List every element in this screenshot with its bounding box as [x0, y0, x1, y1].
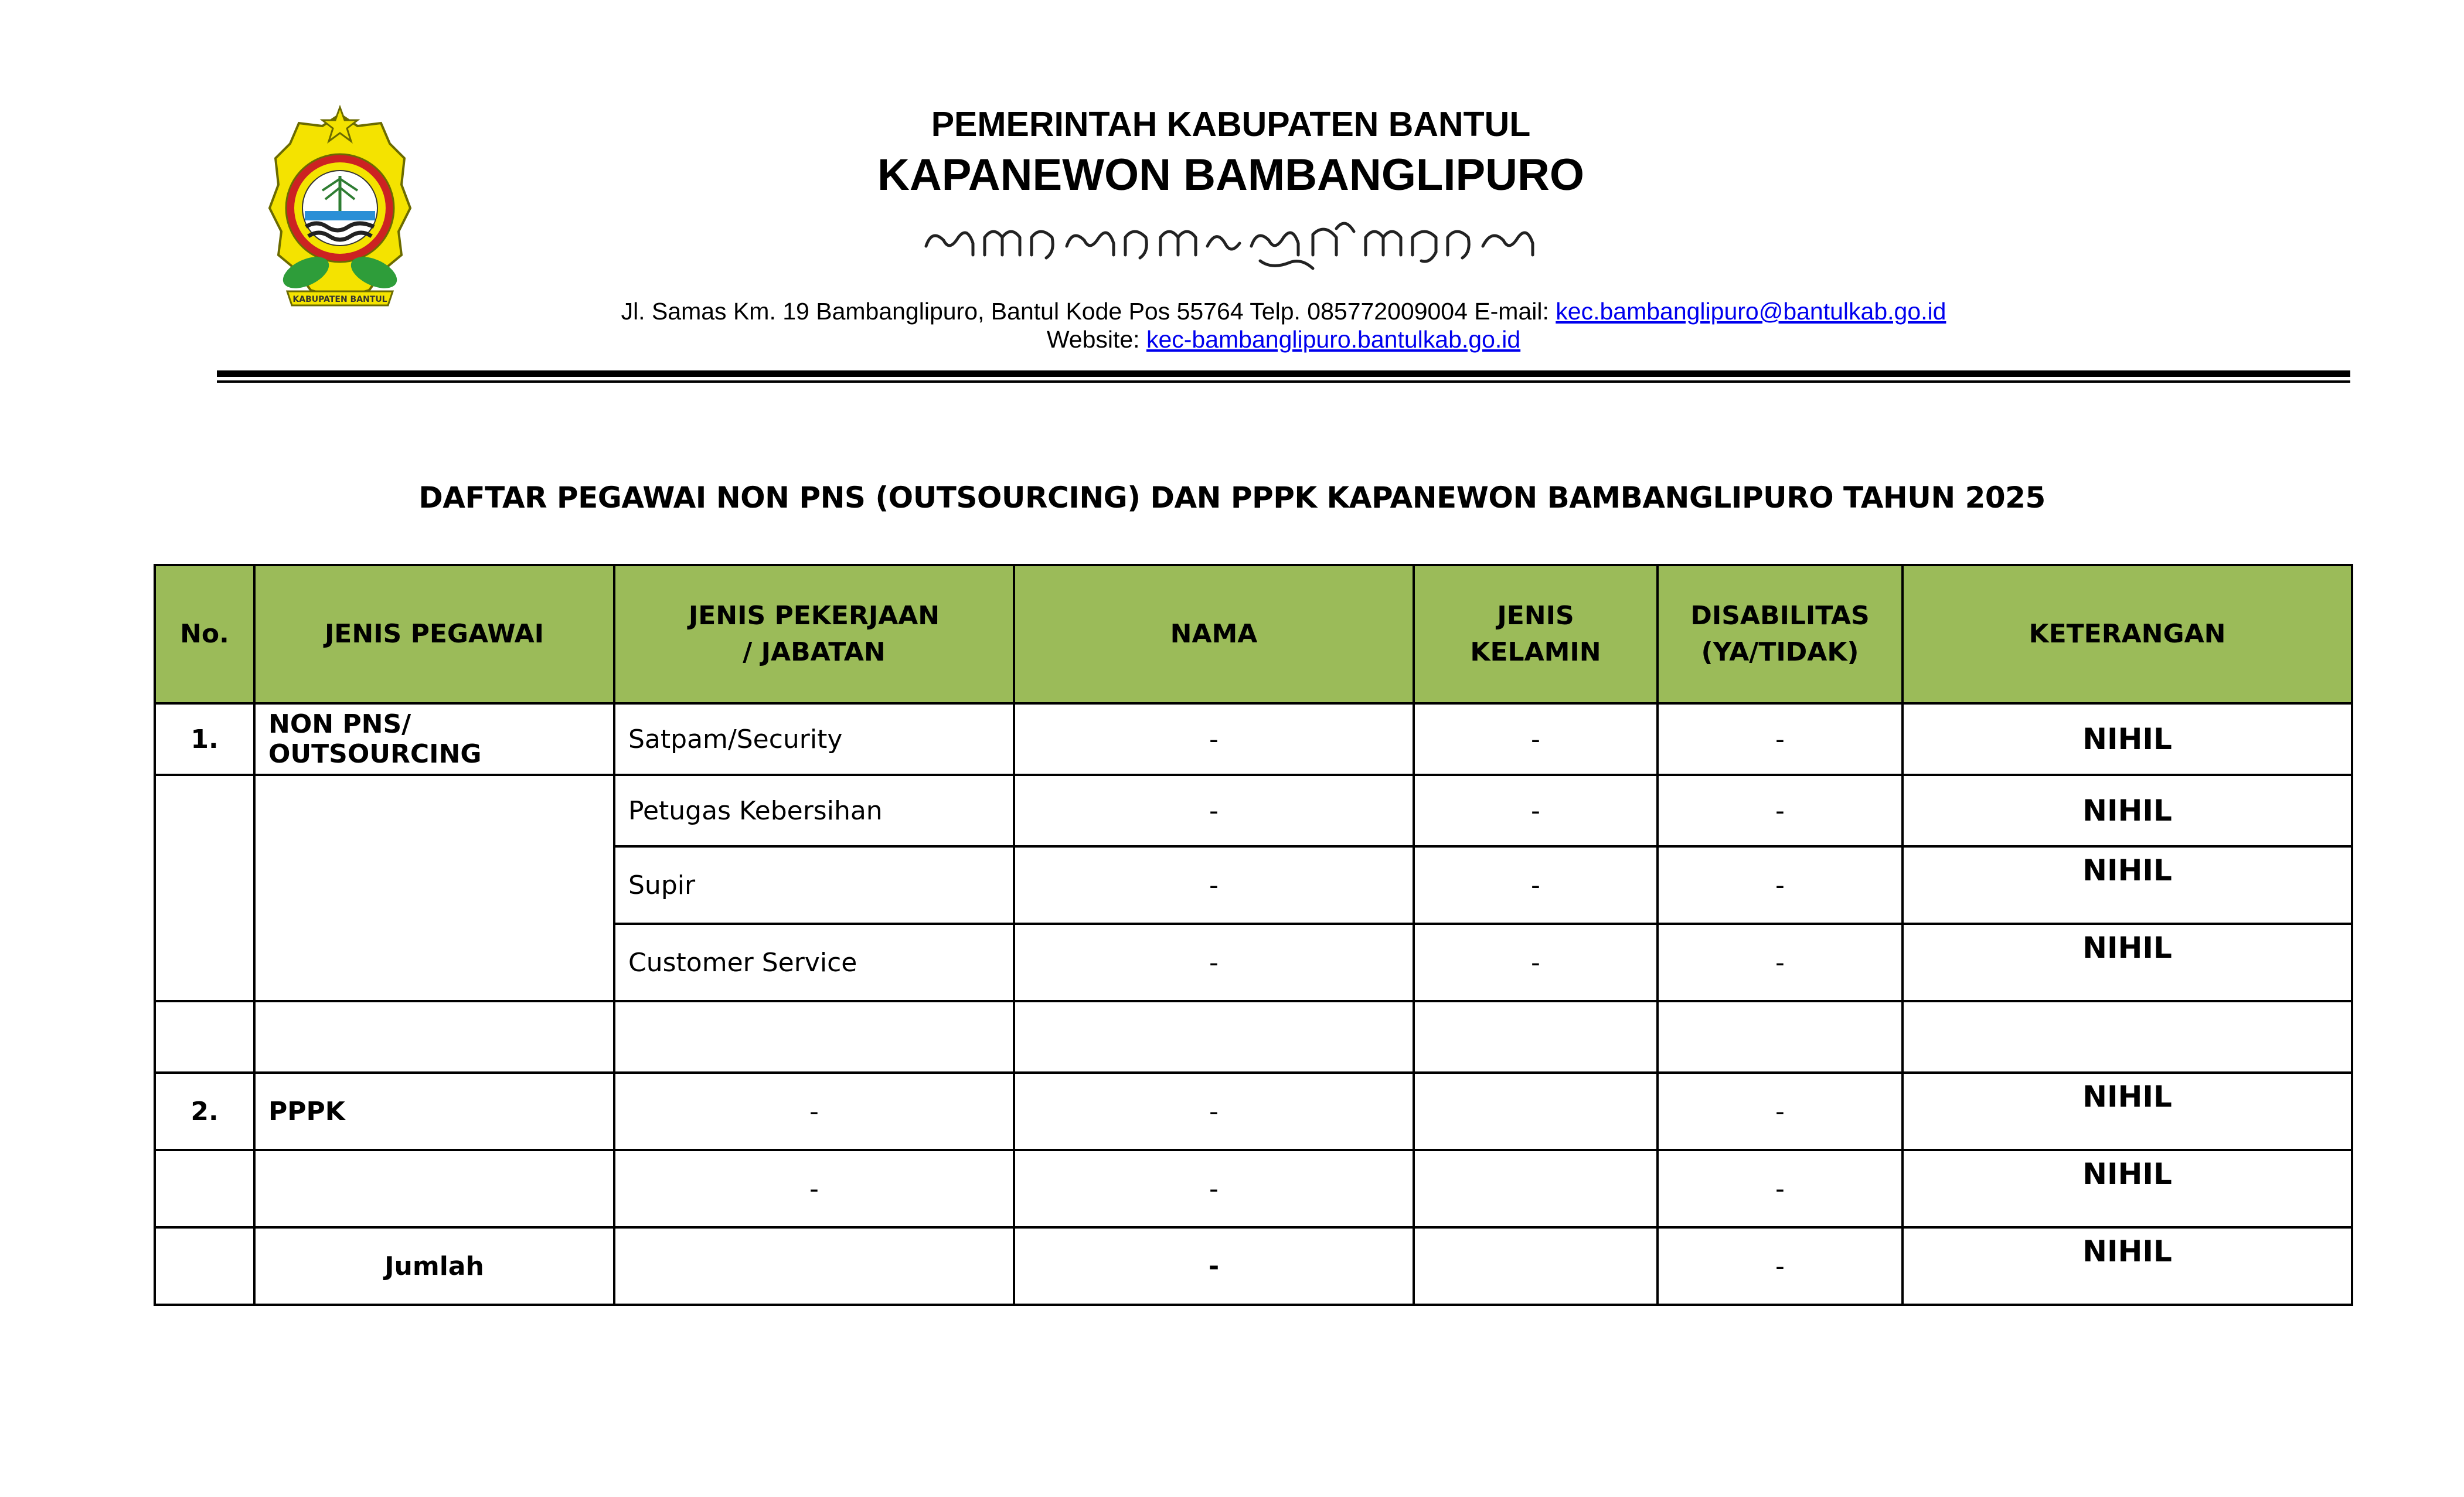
header-jenis-pekerjaan-line1: JENIS PEKERJAAN — [688, 601, 940, 631]
cell-keterangan: NIHIL — [1903, 1150, 2352, 1227]
cell-disabilitas: - — [1658, 1073, 1903, 1150]
table-row-total — [155, 1227, 2352, 1305]
cell-disabilitas: - — [1658, 1150, 1903, 1227]
cell-jenis-pekerjaan: Supir — [614, 846, 1014, 924]
cell-jenis-pekerjaan: Customer Service — [614, 924, 1014, 1001]
header-kelamin-line1: JENIS — [1497, 601, 1574, 631]
header-keterangan: KETERANGAN — [1903, 565, 2352, 703]
cell-disabilitas: - — [1658, 703, 1903, 775]
cell-keterangan: NIHIL — [1903, 1073, 2352, 1150]
letterhead-office-name: KAPANEWON BAMBANGLIPURO — [877, 150, 1585, 200]
cell-jenis-kelamin: - — [1414, 924, 1658, 1001]
website-label: Website: — [1046, 326, 1146, 353]
header-disabilitas-line1: DISABILITAS — [1690, 601, 1870, 631]
cell-no — [155, 1001, 254, 1073]
table-row — [155, 775, 2352, 846]
cell-jenis-pegawai — [254, 1001, 614, 1073]
table-row-empty — [155, 1001, 2352, 1073]
header-jenis-pekerjaan-line2: / JABATAN — [743, 637, 886, 667]
letterhead-website — [410, 326, 2157, 353]
cell-keterangan: NIHIL — [1903, 846, 2352, 924]
cell-jumlah-label: Jumlah — [254, 1227, 614, 1305]
table-row — [155, 1073, 2352, 1150]
header-jenis-pegawai: JENIS PEGAWAI — [254, 565, 614, 703]
cell-keterangan: NIHIL — [1903, 703, 2352, 775]
header-no: No. — [155, 565, 254, 703]
cell-keterangan: NIHIL — [1903, 1227, 2352, 1305]
cell-jenis-kelamin: - — [1414, 846, 1658, 924]
header-disabilitas — [1658, 565, 1903, 703]
cell-jenis-kelamin — [1414, 1227, 1658, 1305]
cell-jenis-pekerjaan: Petugas Kebersihan — [614, 775, 1014, 846]
cell-no: 2. — [155, 1073, 254, 1150]
cell-disabilitas: - — [1658, 1227, 1903, 1305]
cell-jenis-kelamin — [1414, 1001, 1658, 1073]
cell-nama: - — [1014, 846, 1414, 924]
cell-jenis-kelamin — [1414, 1150, 1658, 1227]
cell-keterangan: NIHIL — [1903, 924, 2352, 1001]
email-link[interactable]: kec.bambanglipuro@bantulkab.go.id — [1556, 298, 1946, 325]
website-link[interactable]: kec-bambanglipuro.bantulkab.go.id — [1146, 326, 1521, 353]
kabupaten-bantul-logo — [264, 103, 416, 314]
header-jenis-kelamin — [1414, 565, 1658, 703]
cell-jenis-kelamin — [1414, 1073, 1658, 1150]
cell-nama: - — [1014, 924, 1414, 1001]
cell-disabilitas: - — [1658, 924, 1903, 1001]
document-title: DAFTAR PEGAWAI NON PNS (OUTSOURCING) DAN PPPK KAPANEWON BAMBANGLIPURO TAHUN 2025 — [418, 481, 2046, 515]
letterhead-divider-thick — [217, 370, 2350, 377]
cell-nama: - — [1014, 1073, 1414, 1150]
cell-nama: - — [1014, 1150, 1414, 1227]
cell-jenis-pegawai: NON PNS/ OUTSOURCING — [254, 703, 614, 775]
cell-keterangan: NIHIL — [1903, 775, 2352, 846]
cell-jenis-pegawai-merged — [254, 775, 614, 1001]
address-text: Jl. Samas Km. 19 Bambanglipuro, Bantul Kode Pos 55764 Telp. 085772009004 E-mail: — [621, 298, 1556, 325]
cell-nama: - — [1014, 703, 1414, 775]
cell-nama: - — [1014, 1227, 1414, 1305]
cell-jenis-pekerjaan: Satpam/Security — [614, 703, 1014, 775]
cell-nama: - — [1014, 775, 1414, 846]
cell-no — [155, 1227, 254, 1305]
svg-text:KABUPATEN BANTUL: KABUPATEN BANTUL — [292, 295, 387, 304]
cell-nama — [1014, 1001, 1414, 1073]
javanese-script-heading — [914, 211, 1559, 275]
cell-jenis-pegawai — [254, 1150, 614, 1227]
table-header-row — [155, 565, 2352, 703]
cell-jenis-kelamin: - — [1414, 775, 1658, 846]
cell-disabilitas: - — [1658, 775, 1903, 846]
cell-jenis-pekerjaan — [614, 1001, 1014, 1073]
header-nama: NAMA — [1014, 565, 1414, 703]
cell-jenis-pekerjaan: - — [614, 1150, 1014, 1227]
cell-no-merged — [155, 775, 254, 1001]
cell-jenis-pekerjaan: - — [614, 1073, 1014, 1150]
header-disabilitas-line2: (YA/TIDAK) — [1701, 637, 1859, 667]
letterhead-divider-thin — [217, 380, 2350, 383]
letterhead-address — [410, 298, 2157, 325]
header-jenis-pekerjaan — [614, 565, 1014, 703]
cell-jenis-pegawai: PPPK — [254, 1073, 614, 1150]
table-row — [155, 1150, 2352, 1227]
cell-keterangan — [1903, 1001, 2352, 1073]
cell-no: 1. — [155, 703, 254, 775]
cell-jenis-kelamin: - — [1414, 703, 1658, 775]
cell-jenis-pekerjaan — [614, 1227, 1014, 1305]
letterhead-government-name: PEMERINTAH KABUPATEN BANTUL — [931, 105, 1531, 144]
cell-disabilitas — [1658, 1001, 1903, 1073]
table-row — [155, 703, 2352, 775]
employee-table — [154, 564, 2353, 1306]
cell-no — [155, 1150, 254, 1227]
cell-disabilitas: - — [1658, 846, 1903, 924]
header-kelamin-line2: KELAMIN — [1470, 637, 1601, 667]
